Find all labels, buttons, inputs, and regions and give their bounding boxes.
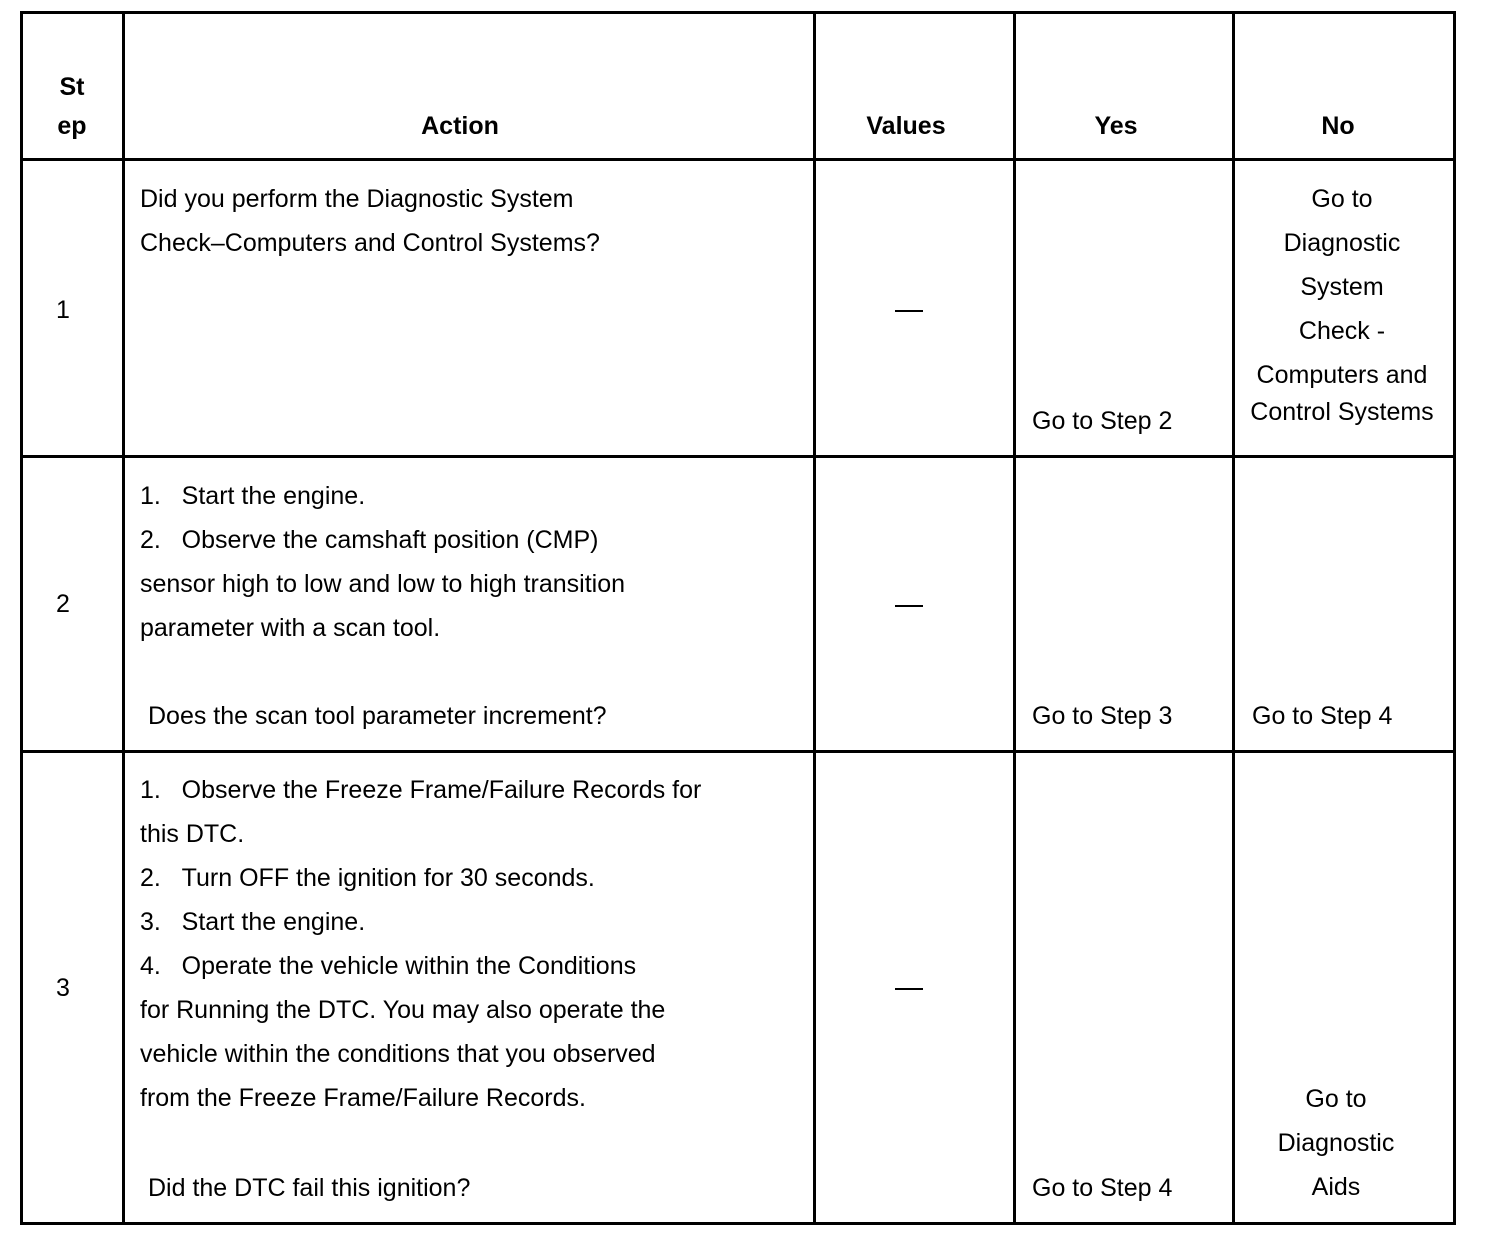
- action-line: sensor high to low and low to high transition: [140, 570, 626, 598]
- header-step-line1: St: [59, 73, 85, 101]
- table-border-right: [1453, 11, 1456, 1225]
- action-line: from the Freeze Frame/Failure Records.: [140, 1084, 586, 1112]
- column-divider: [122, 11, 125, 1225]
- row-2-action: [140, 484, 625, 660]
- header-action: Action: [421, 112, 499, 140]
- no-line: Go to: [1305, 1085, 1367, 1113]
- action-line: 3. Start the engine.: [140, 908, 366, 936]
- row-2-step: 2: [56, 590, 70, 618]
- action-line: Check–Computers and Control Systems?: [140, 229, 600, 257]
- no-line: Control Systems: [1250, 398, 1434, 426]
- row-2-yes: Go to Step 3: [1032, 702, 1173, 730]
- column-divider: [813, 11, 816, 1225]
- header-yes: Yes: [1094, 112, 1138, 140]
- column-divider: [1013, 11, 1016, 1225]
- table-border-left: [20, 11, 23, 1225]
- row-3-no: [1237, 1087, 1435, 1219]
- row-3-question: Did the DTC fail this ignition?: [148, 1174, 471, 1202]
- action-line: for Running the DTC. You may also operate the: [140, 996, 666, 1024]
- no-line: Go to: [1311, 185, 1373, 213]
- action-line: 2. Observe the camshaft position (CMP): [140, 526, 599, 554]
- header-step-line2: ep: [57, 112, 87, 140]
- row-2-question: Does the scan tool parameter increment?: [148, 702, 607, 730]
- header-no: No: [1321, 112, 1355, 140]
- no-line: Diagnostic: [1277, 1129, 1395, 1157]
- table-border-bottom: [20, 1222, 1456, 1225]
- no-line: System: [1300, 273, 1384, 301]
- action-line: 1. Observe the Freeze Frame/Failure Records for: [140, 776, 702, 804]
- row-divider: [20, 455, 1456, 458]
- action-line: parameter with a scan tool.: [140, 614, 441, 642]
- row-2-value-dash: [895, 605, 923, 607]
- no-line: Aids: [1311, 1173, 1361, 1201]
- row-1-yes: Go to Step 2: [1032, 407, 1173, 435]
- header-divider: [20, 158, 1456, 161]
- action-line: this DTC.: [140, 820, 245, 848]
- action-line: 2. Turn OFF the ignition for 30 seconds.: [140, 864, 595, 892]
- row-1-no: [1237, 187, 1447, 444]
- row-3-yes: Go to Step 4: [1032, 1174, 1173, 1202]
- row-1-value-dash: [895, 310, 923, 312]
- action-line: 4. Operate the vehicle within the Conditions: [140, 952, 637, 980]
- row-1-step: 1: [56, 296, 70, 324]
- row-divider: [20, 750, 1456, 753]
- no-line: Diagnostic: [1283, 229, 1401, 257]
- table-border-top: [20, 11, 1456, 14]
- action-line: 1. Start the engine.: [140, 482, 366, 510]
- row-2-no: Go to Step 4: [1252, 702, 1393, 730]
- row-3-step: 3: [56, 974, 70, 1002]
- no-line: Check -: [1298, 317, 1386, 345]
- row-3-action: [140, 778, 701, 1130]
- header-values: Values: [866, 112, 946, 140]
- row-3-value-dash: [895, 988, 923, 990]
- no-line: Computers and: [1256, 361, 1428, 389]
- header-step: [22, 75, 122, 158]
- action-line: vehicle within the conditions that you observed: [140, 1040, 656, 1068]
- action-line: Did you perform the Diagnostic System: [140, 185, 574, 213]
- row-1-action: [140, 187, 600, 275]
- column-divider: [1232, 11, 1235, 1225]
